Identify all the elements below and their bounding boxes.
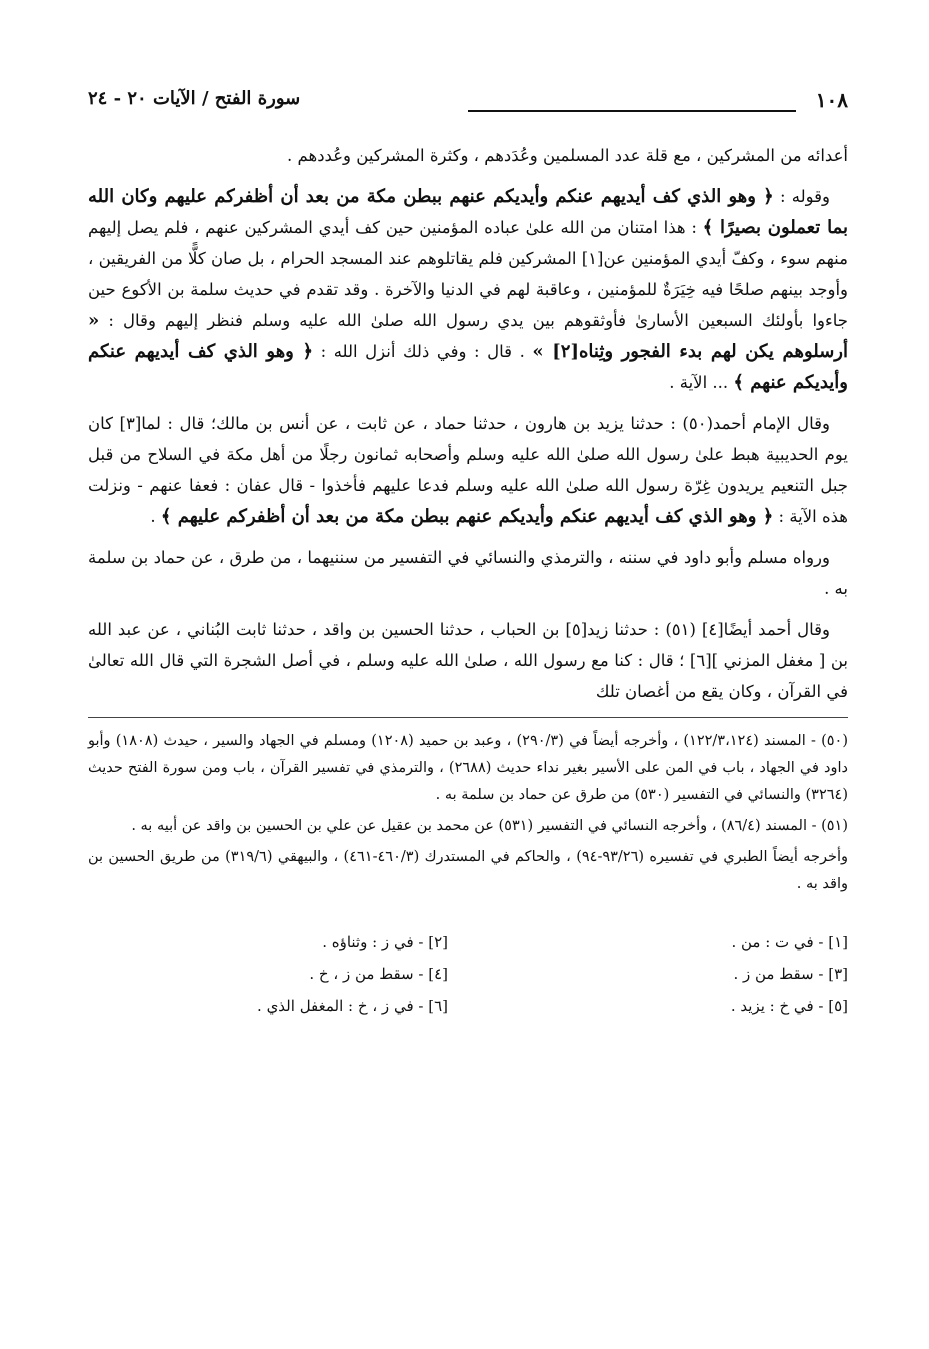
- hadith-text: .: [150, 507, 161, 526]
- footnote-50: (٥٠) - المسند (١٢٢/٣،١٢٤) ، وأخرجه أيضاً في (٢٩٠/٣) ، وعبد بن حميد (١٢٠٨) ومسلم في الجهاد والسير ، حيدث (١٨٠٨) وأبو داود في الجهاد ، باب في المن على الأسير بغير نداء حديث (٢٦٨٨) ، والترمذي في تفسير القرآن ، باب ومن سورة الفتح حديث (٣٢٦٤) والنسائي في التفسير (٥٣٠) من طرق عن حماد بن سلمة به .: [88, 733, 848, 803]
- running-title: سورة الفتح / الآيات ٢٠ - ٢٤: [88, 88, 301, 109]
- intro-text: وقوله :: [773, 187, 830, 206]
- manuscript-variants: [88, 926, 848, 1022]
- page-header: [88, 88, 848, 118]
- paragraph-1: أعدائه من المشركين ، مع قلة عدد المسلمين وعُدَدهم ، وكثرة المشركين وعُددهم .: [287, 146, 848, 165]
- variant-note: [٢] - في ز : وثناؤه .: [322, 933, 448, 951]
- main-text: [88, 140, 848, 1022]
- hadith-quote: « أرسلوهم يكن لهم بدء الفجور وثِناه[٢] »: [88, 310, 848, 362]
- hadith-text: وقال الإمام أحمد(٥٠) : حدثنا يزيد بن هارون ، حدثنا حماد ، عن ثابت ، عن أنس بن مالك؛ قال : لما[٣] كان يوم الحديبية هبط علىٰ رسول الله صلىٰ الله عليه وسلم وأصحابه ثمانون رجلًا من أهل مكة في السلاح من قبل جبل التنعيم يريدون غِرّة رسول الله صلىٰ الله عليه وسلم فدعا عليهم فأخذوا - قال عفان : فعفا عنهم - ونزلت هذه الآية :: [88, 414, 848, 526]
- paragraph-4: ورواه مسلم وأبو داود في سننه ، والترمذي والنسائي في التفسير من سننيهما ، من طرق ، عن حماد بن سلمة به .: [88, 548, 848, 598]
- footnote-separator: [88, 717, 848, 718]
- footnote-51-continued: وأخرجه أيضاً الطبري في تفسيره (٩٣/٢٦-٩٤) ، والحاكم في المستدرك (٤٦٠/٣-٤٦١) ، والبيهقي (٣١٩/٦) من طريق الحسين بن واقد به .: [88, 849, 848, 892]
- paragraph-3: [88, 408, 848, 532]
- variant-note: [١] - في ت : من .: [731, 933, 848, 951]
- quran-verse: ﴿ وهو الذي كف أيديهم عنكم وأيديكم عنهم ﴾: [88, 341, 848, 393]
- paragraph-5: وقال أحمد أيضًا[٤] (٥١) : حدثنا زيد[٥] بن الحباب ، حدثنا الحسين بن واقد ، حدثنا ثابت البُناني ، عن عبد الله بن [ مغفل المزني ][٦] ؛ قال : كنا مع رسول الله ، صلىٰ الله عليه وسلم ، في أصل الشجرة التي قال الله تعالىٰ في القرآن ، وكان يقع من أغصان تلك: [88, 620, 849, 701]
- page-number: ١٠٨: [815, 88, 848, 112]
- quran-verse: ﴿ وهو الذي كف أيديهم عنكم وأيديكم عنهم ببطن مكة من بعد أن أظفركم عليهم وكان الله بما تعملون بصيرًا ﴾: [88, 186, 848, 238]
- variant-note: [٥] - في خ : يزيد .: [730, 997, 848, 1015]
- variant-note: [٦] - في ز ، خ : المغفل الذي .: [257, 997, 448, 1015]
- paragraph-2: [88, 181, 848, 398]
- header-rule: [468, 110, 796, 112]
- commentary-text: ... الآية .: [669, 373, 734, 392]
- commentary-text: . قال : وفي ذلك أنزل الله :: [313, 342, 533, 361]
- variant-note: [٤] - سقط من ز ، خ .: [309, 965, 448, 983]
- variant-note: [٣] - سقط من ز .: [733, 965, 848, 983]
- commentary-text: : هذا امتنان من الله علىٰ عباده المؤمنين حين كف أيدي المشركين عنهم ، فلم يصل إليهم منهم سوء ، وكفّ أيدي المؤمنين عن[١] المشركين فلم يقاتلوهم عند المسجد الحرام ، بل صان كلًّا من الفريقين ، وأوجد بينهم صلحًا فيه خِيَرَةٌ للمؤمنين ، وعاقبة لهم في الدنيا والآخرة . وقد تقدم في حديث سلمة بن الأكوع حين جاءوا بأولئك السبعين الأسارىٰ فأوثقوهم بين يدي رسول الله صلىٰ الله عليه وسلم فنظر إليهم وقال :: [88, 218, 848, 330]
- quran-verse: ﴿ وهو الذي كف أيديهم عنكم وأيديكم عنهم ببطن مكة من بعد أن أظفركم عليهم ﴾: [160, 506, 774, 527]
- footnote-51: (٥١) - المسند (٨٦/٤) ، وأخرجه النسائي في التفسير (٥٣١) عن محمد بن عقيل عن علي بن الحسين بن واقد عن أبيه به .: [131, 818, 848, 834]
- book-page: [88, 80, 848, 1280]
